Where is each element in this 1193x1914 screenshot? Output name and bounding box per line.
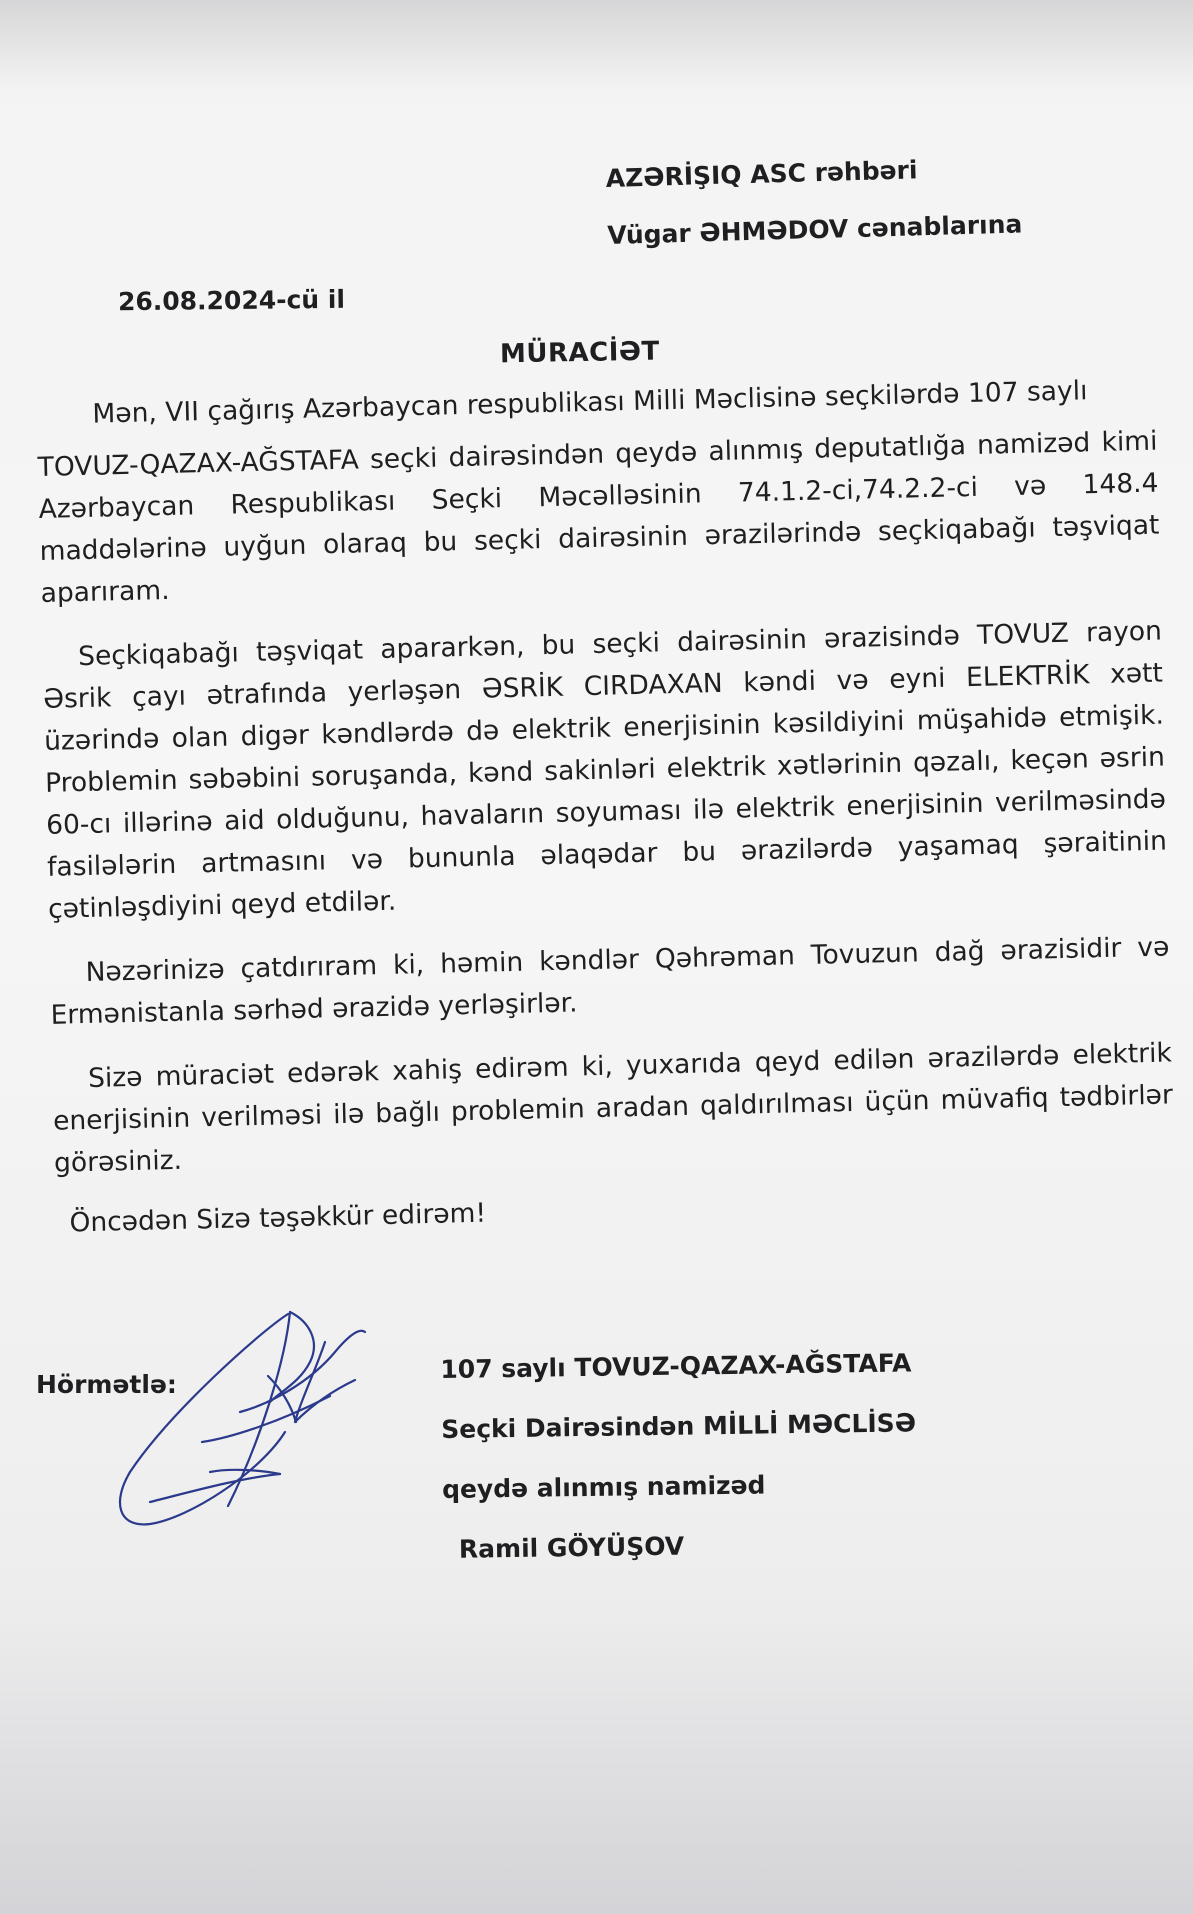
addressee-block bbox=[605, 138, 1023, 264]
regards-label: Hörmətlə: bbox=[36, 1370, 177, 1399]
sender-name: Ramil GÖYÜŞOV bbox=[458, 1531, 685, 1564]
letter-date: 26.08.2024-cü il bbox=[117, 284, 346, 317]
paragraph-1-first-line: Mən, VII çağırış Azərbaycan respublikası Milli Məclisinə seçkilərdə 107 saylı bbox=[92, 375, 1088, 430]
sender-line-2: Seçki Dairəsindən MİLLİ MƏCLİSƏ bbox=[441, 1408, 917, 1444]
sender-block bbox=[440, 1333, 918, 1580]
shadow-bottom bbox=[0, 1614, 1193, 1914]
sender-line-1: 107 saylı TOVUZ-QAZAX-AĞSTAFA bbox=[440, 1348, 912, 1384]
sender-line-3: qeydə alınmış namizəd bbox=[441, 1470, 766, 1504]
paragraph-3: Nəzərinizə çatdırıram ki, həmin kəndlər Qəhrəman Tovuzun dağ ərazisidir və Ermənistanla sərhəd ərazidə yerləşirlər. bbox=[50, 931, 1170, 1031]
letter-body bbox=[36, 369, 1176, 1245]
paragraph-1-rest: TOVUZ-QAZAX-AĞSTAFA seçki dairəsindən qeydə alınmış deputatlığa namizəd kimi Azərbaycan Respublikası Seçki Məcəlləsinin 74.1.2-ci,74.2.2-ci və 148.4 maddələrinə uyğun olaraq bu seçki dairəsinin ərazilərində seçkiqabağı təşviqat aparıram. bbox=[37, 425, 1160, 609]
paragraph-2: Seçkiqabağı təşviqat apararkən, bu seçki dairəsinin ərazisində TOVUZ rayon Əsrik çayı ətrafında yerləşən ƏSRİK CIRDAXAN kəndi və eyni ELEKTRİK xətt üzərində olan digər kəndlərdə də elektrik enerjisinin kəsildiyini müşahidə etmişik. Problemin səbəbini soruşanda, kənd sakinləri elektrik xətlərinin qəzalı, keçən əsrin 60-cı illərinə aid olduğunu, havaların soyuması ilə elektrik enerjisinin verilməsində fasilələrin artmasını və bununla əlaqədar bu ərazilərdə yaşamaq şəraitinin çətinləşdiyini qeyd etdilər. bbox=[42, 615, 1168, 925]
paragraph-1 bbox=[36, 369, 1161, 615]
addressee-line-1: AZƏRİŞIQ ASC rəhbəri bbox=[605, 155, 918, 193]
paragraph-4: Sizə müraciət edərək xahiş edirəm ki, yuxarıda qeyd edilən ərazilərdə elektrik enerjisinin verilməsi ilə bağlı problemin aradan qaldırılması üçün müvafiq tədbirlər görəsiniz. bbox=[52, 1037, 1174, 1179]
addressee-line-2: Vügar ƏHMƏDOV cənablarına bbox=[606, 209, 1023, 250]
closing-line: Öncədən Sizə təşəkkür edirəm! bbox=[69, 1197, 487, 1239]
letter-title: MÜRACİƏT bbox=[499, 336, 660, 370]
signature-icon bbox=[110, 1292, 410, 1532]
shadow-top bbox=[0, 0, 1193, 90]
